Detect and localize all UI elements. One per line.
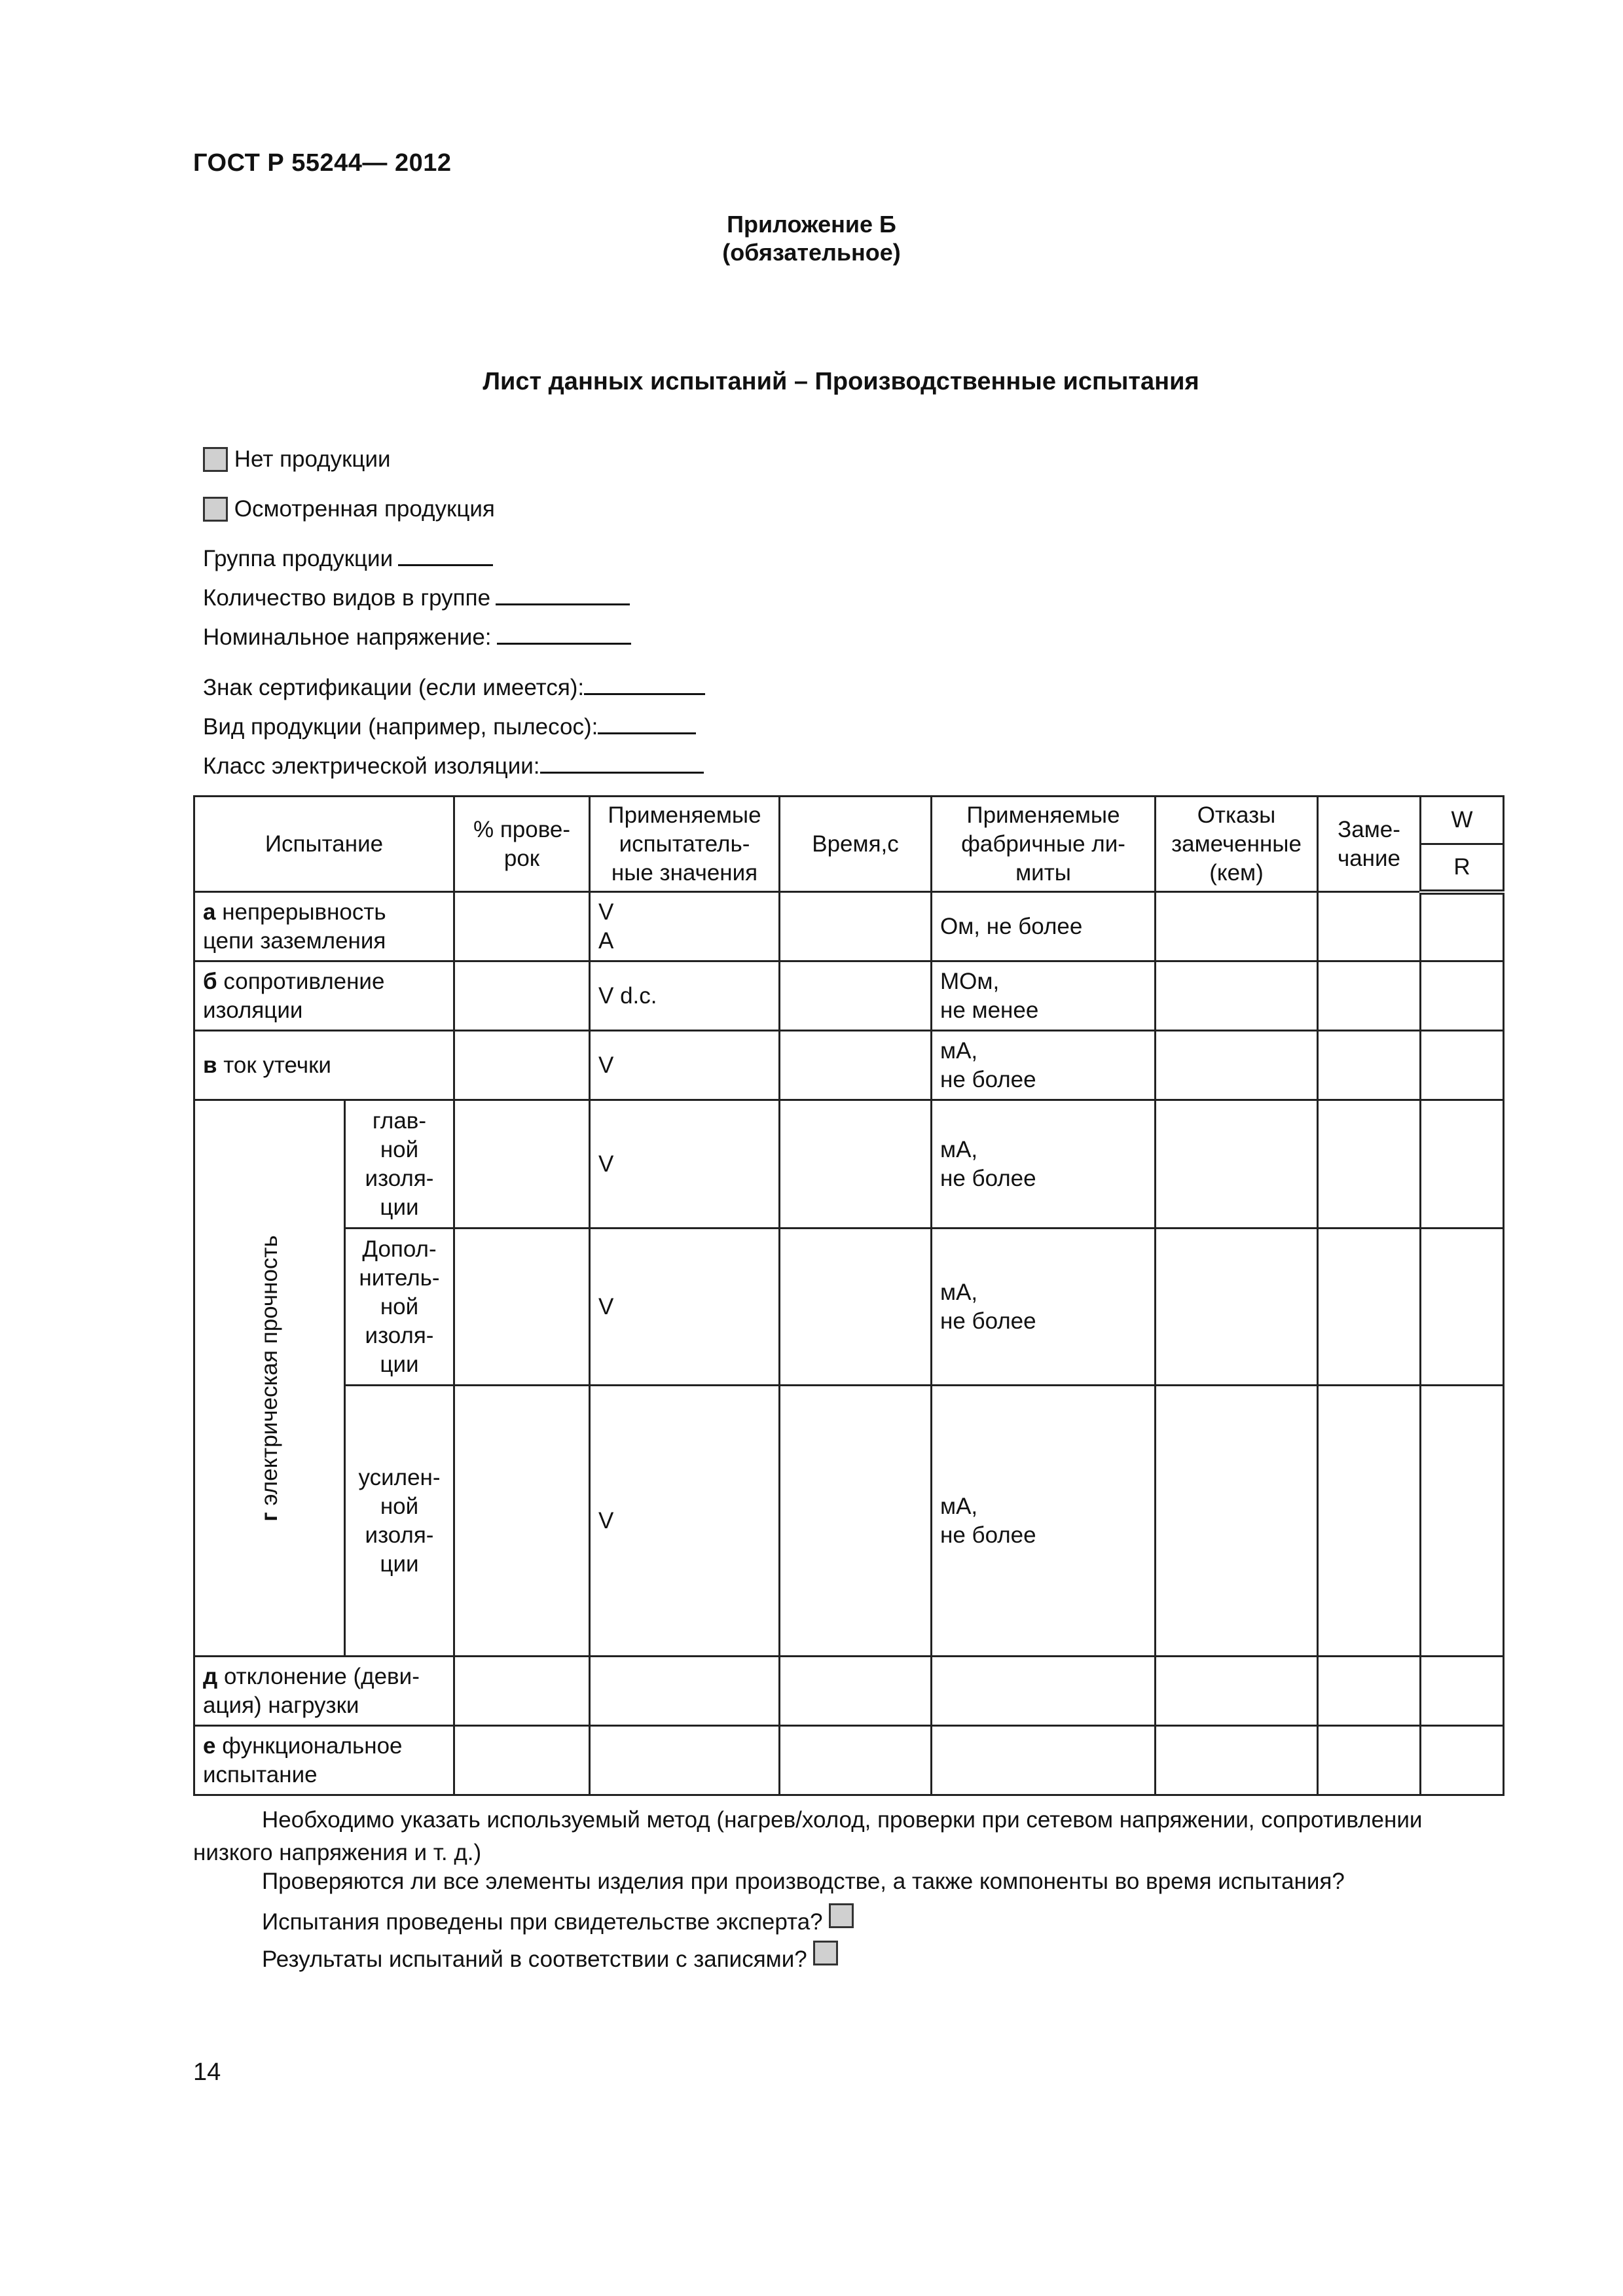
- no-products-row: [203, 446, 391, 473]
- header-w: W: [1421, 797, 1504, 844]
- row-b-limits: МОм, не менее: [932, 961, 1156, 1031]
- table-row: [194, 961, 1504, 1031]
- row-b-remark[interactable]: [1318, 961, 1421, 1031]
- product-kind-label: Вид продукции (например, пылесос):: [203, 714, 598, 740]
- row-d-remark[interactable]: [1318, 1657, 1421, 1726]
- row-d-test: [194, 1657, 454, 1726]
- records-question: Результаты испытаний в соответствии с записями?: [262, 1946, 807, 1972]
- row-b-text: сопротивление изоляции: [203, 968, 385, 1023]
- row-e-letter: е: [203, 1732, 216, 1759]
- row-g3-wr[interactable]: [1421, 1386, 1504, 1657]
- appendix-title: Приложение Б: [727, 211, 896, 238]
- header-time: Время,с: [780, 797, 932, 892]
- header-failures: Отказы замеченные (кем): [1156, 797, 1318, 892]
- row-d-letter: д: [203, 1663, 218, 1689]
- table-row: [194, 1031, 1504, 1100]
- standard-header: ГОСТ Р 55244— 2012: [193, 149, 452, 177]
- row-a-remark[interactable]: [1318, 892, 1421, 961]
- row-g1-sub: глав- ной изоля- ции: [345, 1100, 454, 1229]
- row-d-time[interactable]: [780, 1657, 932, 1726]
- rated-voltage-row: [203, 620, 631, 651]
- method-note: Необходимо указать используемый метод (нагрев/холод, проверки при сетевом напряжении, сопротивлении низкого напряжения и т. д.): [193, 1807, 1423, 1865]
- row-b-failures[interactable]: [1156, 961, 1318, 1031]
- row-b-percent[interactable]: [454, 961, 590, 1031]
- table-row: [194, 1100, 1504, 1229]
- page-number: 14: [193, 2058, 221, 2086]
- table-row: [194, 892, 1504, 961]
- expert-question: Испытания проведены при свидетельстве эксперта?: [262, 1909, 823, 1935]
- row-b-letter: б: [203, 968, 217, 994]
- row-g3-values: V: [590, 1386, 780, 1657]
- row-g-letter: г: [256, 1511, 282, 1522]
- row-v-text: ток утечки: [217, 1052, 331, 1078]
- row-g2-limits: мА, не более: [932, 1229, 1156, 1386]
- row-g3-percent[interactable]: [454, 1386, 590, 1657]
- cert-mark-row: [203, 671, 705, 701]
- inspected-products-label: Осмотренная продукция: [234, 496, 495, 522]
- table-row: [194, 1386, 1504, 1657]
- row-a-percent[interactable]: [454, 892, 590, 961]
- product-group-row: [203, 542, 493, 572]
- row-g2-wr[interactable]: [1421, 1229, 1504, 1386]
- inspected-products-row: [203, 496, 495, 522]
- row-e-remark[interactable]: [1318, 1726, 1421, 1795]
- rated-voltage-label: Номинальное напряжение:: [203, 624, 492, 650]
- row-e-time[interactable]: [780, 1726, 932, 1795]
- row-e-values[interactable]: [590, 1726, 780, 1795]
- row-g3-remark[interactable]: [1318, 1386, 1421, 1657]
- row-a-values: V A: [590, 892, 780, 961]
- product-group-label: Группа продукции: [203, 546, 393, 571]
- row-e-limits[interactable]: [932, 1726, 1156, 1795]
- row-g2-remark[interactable]: [1318, 1229, 1421, 1386]
- row-b-wr[interactable]: [1421, 961, 1504, 1031]
- row-e-wr[interactable]: [1421, 1726, 1504, 1795]
- row-b-values: V d.c.: [590, 961, 780, 1031]
- row-g1-limits: мА, не более: [932, 1100, 1156, 1229]
- row-e-percent[interactable]: [454, 1726, 590, 1795]
- header-factory-limits: Применяемые фабричные ли- миты: [932, 797, 1156, 892]
- header-test: Испытание: [194, 797, 454, 892]
- row-v-letter: в: [203, 1052, 217, 1078]
- row-g1-percent[interactable]: [454, 1100, 590, 1229]
- row-d-failures[interactable]: [1156, 1657, 1318, 1726]
- row-v-test: [194, 1031, 454, 1100]
- table-row: [194, 1657, 1504, 1726]
- row-g3-sub: усилен- ной изоля- ции: [345, 1386, 454, 1657]
- all-elements-question: Проверяются ли все элементы изделия при производстве, а также компоненты во время испытания?: [262, 1869, 1345, 1894]
- row-d-wr[interactable]: [1421, 1657, 1504, 1726]
- row-g1-time[interactable]: [780, 1100, 932, 1229]
- table-row: [194, 1726, 1504, 1795]
- expert-row: [262, 1903, 854, 1935]
- row-g1-wr[interactable]: [1421, 1100, 1504, 1229]
- header-applied-values: Применяемые испытатель- ные значения: [590, 797, 780, 892]
- row-g-test: [194, 1100, 345, 1657]
- inspected-products-checkbox[interactable]: [203, 497, 228, 522]
- row-a-letter: а: [203, 899, 216, 925]
- insulation-class-field[interactable]: [540, 749, 704, 774]
- no-products-label: Нет продукции: [234, 446, 391, 472]
- cert-mark-label: Знак сертификации (если имеется):: [203, 675, 585, 700]
- row-g3-failures[interactable]: [1156, 1386, 1318, 1657]
- no-products-checkbox[interactable]: [203, 447, 228, 472]
- row-e-failures[interactable]: [1156, 1726, 1318, 1795]
- row-a-time[interactable]: [780, 892, 932, 961]
- row-a-wr[interactable]: [1421, 892, 1504, 961]
- row-g2-time[interactable]: [780, 1229, 932, 1386]
- row-v-percent[interactable]: [454, 1031, 590, 1100]
- row-d-text: отклонение (деви- ация) нагрузки: [203, 1663, 420, 1718]
- types-count-label: Количество видов в группе: [203, 585, 491, 611]
- row-a-text: непрерывность цепи заземления: [203, 899, 386, 954]
- row-g2-failures[interactable]: [1156, 1229, 1318, 1386]
- row-g1-remark[interactable]: [1318, 1100, 1421, 1229]
- document-title: Лист данных испытаний – Производственные испытания: [483, 368, 1199, 395]
- row-d-percent[interactable]: [454, 1657, 590, 1726]
- rated-voltage-field[interactable]: [497, 620, 631, 645]
- row-g1-failures[interactable]: [1156, 1100, 1318, 1229]
- row-g2-sub: Допол- нитель- ной изоля- ции: [345, 1229, 454, 1386]
- table-row: [194, 1229, 1504, 1386]
- cert-mark-field[interactable]: [584, 671, 705, 695]
- row-a-test: [194, 892, 454, 961]
- header-percent: % прове- рок: [454, 797, 590, 892]
- header-remark: Заме- чание: [1318, 797, 1421, 892]
- records-row: [262, 1941, 838, 1973]
- expert-checkbox[interactable]: [829, 1903, 854, 1928]
- row-g-text: электрическая прочность: [256, 1234, 282, 1512]
- insulation-class-label: Класс электрической изоляции:: [203, 753, 540, 779]
- row-a-failures[interactable]: [1156, 892, 1318, 961]
- row-g2-percent[interactable]: [454, 1229, 590, 1386]
- test-data-table: [193, 795, 1504, 1796]
- row-v-time[interactable]: [780, 1031, 932, 1100]
- types-count-field[interactable]: [496, 581, 630, 605]
- row-v-failures[interactable]: [1156, 1031, 1318, 1100]
- row-v-wr[interactable]: [1421, 1031, 1504, 1100]
- row-d-values[interactable]: [590, 1657, 780, 1726]
- row-g2-values: V: [590, 1229, 780, 1386]
- row-b-time[interactable]: [780, 961, 932, 1031]
- row-g3-time[interactable]: [780, 1386, 932, 1657]
- product-kind-row: [203, 710, 696, 740]
- row-g-rotated-label: [255, 1235, 284, 1521]
- appendix-subtitle: (обязательное): [722, 239, 901, 266]
- header-r: R: [1421, 844, 1504, 892]
- product-kind-field[interactable]: [598, 710, 696, 734]
- row-v-limits: мА, не более: [932, 1031, 1156, 1100]
- records-checkbox[interactable]: [813, 1941, 838, 1965]
- types-count-row: [203, 581, 630, 611]
- row-a-limits: Ом, не более: [932, 892, 1156, 961]
- insulation-class-row: [203, 749, 704, 780]
- row-d-limits[interactable]: [932, 1657, 1156, 1726]
- row-e-test: [194, 1726, 454, 1795]
- row-g1-values: V: [590, 1100, 780, 1229]
- row-g3-limits: мА, не более: [932, 1386, 1156, 1657]
- row-v-values: V: [590, 1031, 780, 1100]
- row-v-remark[interactable]: [1318, 1031, 1421, 1100]
- row-e-text: функциональное испытание: [203, 1732, 403, 1787]
- row-b-test: [194, 961, 454, 1031]
- product-group-field[interactable]: [398, 542, 493, 566]
